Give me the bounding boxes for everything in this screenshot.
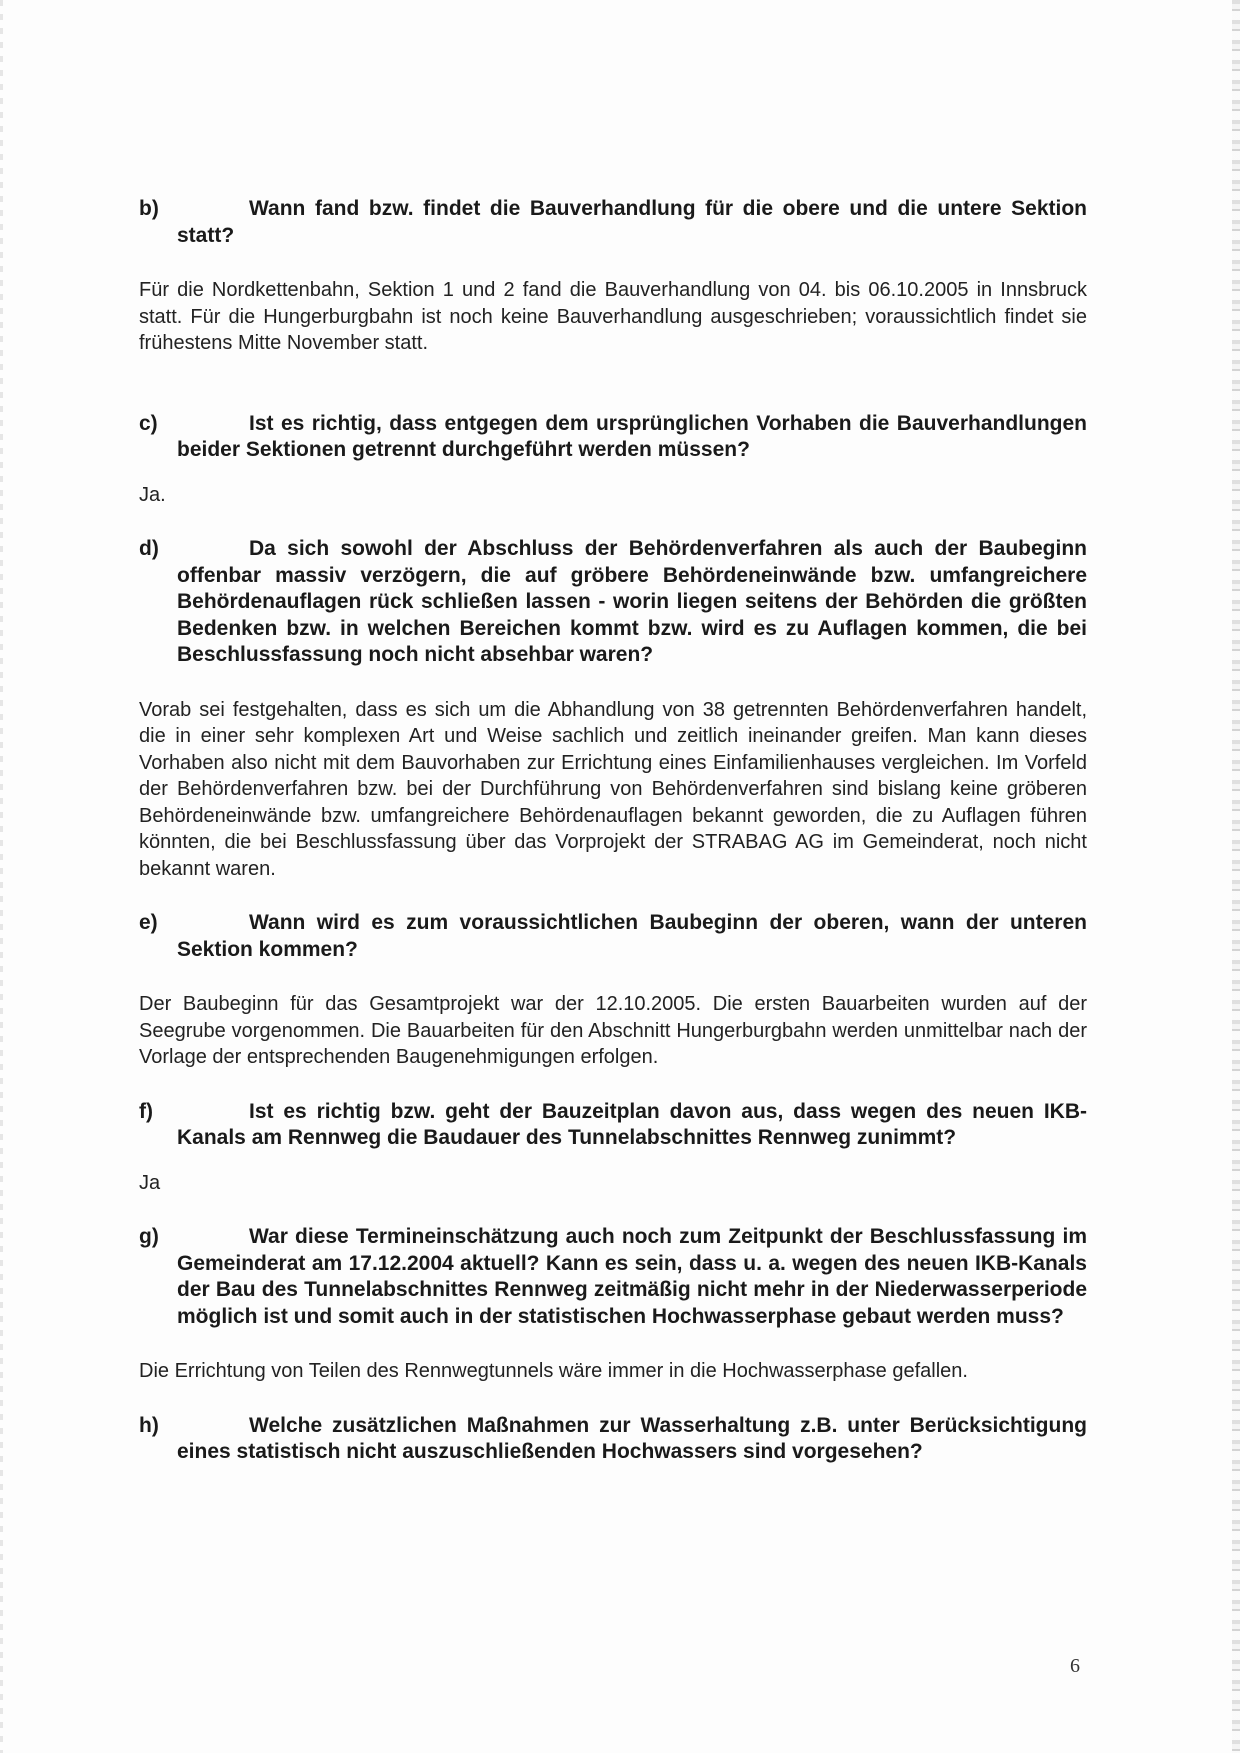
answer-d: Vorab sei festgehalten, dass es sich um die Abhandlung von 38 getrennten Behördenverfahren handelt, die in einer sehr komplexen Art und Weise sachlich und zeitlich ineinander greifen. Man kann dieses Vorhaben also nicht mit dem Bauvorhaben zur Errichtung eines Einfamilienhauses vergleichen. Im Vorfeld der Behördenverfahren bzw. bei der Durchführung von Behördenverfahren sind bislang keine gröberen Behördeneinwände bzw. umfangreichere Behördenauflagen bekannt geworden, die zu Auflagen führen könnten, die bei Beschlussfassung über das Vorprojekt der STRABAG AG im Gemeinderat, noch nicht bekannt waren.	[139, 698, 1087, 880]
question-text: Da sich sowohl der Abschluss der Behördenverfahren als auch der Baubeginn offenbar massiv verzögern, die auf gröbere Behördeneinwände bzw. umfangreichere Behördenauflagen rück schließen lassen - worin liegen seitens der Behörden die größten Bedenken bzw. in welchen Bereichen kommt bzw. wird es zu Auflagen kommen, die bei Beschlussfassung noch nicht absehbar waren?	[177, 537, 1087, 666]
answer-f: Ja	[139, 1171, 161, 1194]
question-text: Wann wird es zum voraussichtlichen Baubeginn der oberen, wann der unteren Sektion kommen?	[177, 911, 1087, 961]
question-f	[139, 1099, 1087, 1152]
question-label: d)	[139, 537, 159, 560]
answer-g: Die Errichtung von Teilen des Rennwegtunnels wäre immer in die Hochwasserphase gefallen.	[139, 1360, 968, 1382]
question-d	[139, 536, 1087, 669]
question-label: e)	[139, 911, 158, 934]
document-body	[139, 196, 1087, 1466]
question-label: b)	[139, 197, 159, 220]
question-label: f)	[139, 1099, 153, 1123]
page-number: 6	[1070, 1655, 1080, 1677]
question-text: War diese Termineinschätzung auch noch zum Zeitpunkt der Beschlussfassung im Gemeinderat am 17.12.2004 aktuell? Kann es sein, dass u. a. wegen des neuen IKB-Kanals der Bau des Tunnelabschnittes Rennweg zeitmäßig nicht mehr in der Niederwasserperiode möglich ist und somit auch in der statistischen Hochwasserphase gebaut werden muss?	[177, 1225, 1087, 1328]
question-c	[139, 411, 1087, 464]
question-e	[139, 910, 1087, 963]
question-label: c)	[139, 411, 158, 435]
question-text: Ist es richtig bzw. geht der Bauzeitplan davon aus, dass wegen des neuen IKB-Kanals am Rennweg die Baudauer des Tunnelabschnittes Rennweg zunimmt?	[177, 1099, 1087, 1149]
question-label: h)	[139, 1413, 159, 1437]
answer-b: Für die Nordkettenbahn, Sektion 1 und 2 fand die Bauverhandlung von 04. bis 06.10.2005 in Innsbruck statt. Für die Hungerburgbahn ist noch keine Bauverhandlung ausgeschrieben; voraussichtlich findet sie frühestens Mitte November statt.	[139, 279, 1087, 354]
scan-edge-left	[0, 0, 3, 1753]
question-text: Welche zusätzlichen Maßnahmen zur Wasserhaltung z.B. unter Berücksichtigung eines statistisch nicht auszuschließenden Hochwassers sind vorgesehen?	[177, 1413, 1087, 1463]
question-g	[139, 1224, 1087, 1330]
question-label: g)	[139, 1225, 159, 1248]
answer-e: Der Baubeginn für das Gesamtprojekt war der 12.10.2005. Die ersten Bauarbeiten wurden auf der Seegrube vorgenommen. Die Bauarbeiten für den Abschnitt Hungerburgbahn werden unmittelbar nach der Vorlage der entsprechenden Baugenehmigungen erfolgen.	[139, 993, 1087, 1068]
question-text: Ist es richtig, dass entgegen dem ursprünglichen Vorhaben die Bauverhandlungen beider Sektionen getrennt durchgeführt werden müssen?	[177, 411, 1087, 461]
question-text: Wann fand bzw. findet die Bauverhandlung für die obere und die untere Sektion statt?	[177, 197, 1087, 247]
question-h	[139, 1413, 1087, 1466]
question-b	[139, 196, 1087, 249]
answer-c: Ja.	[139, 483, 166, 506]
scan-edge-right	[1232, 0, 1240, 1753]
